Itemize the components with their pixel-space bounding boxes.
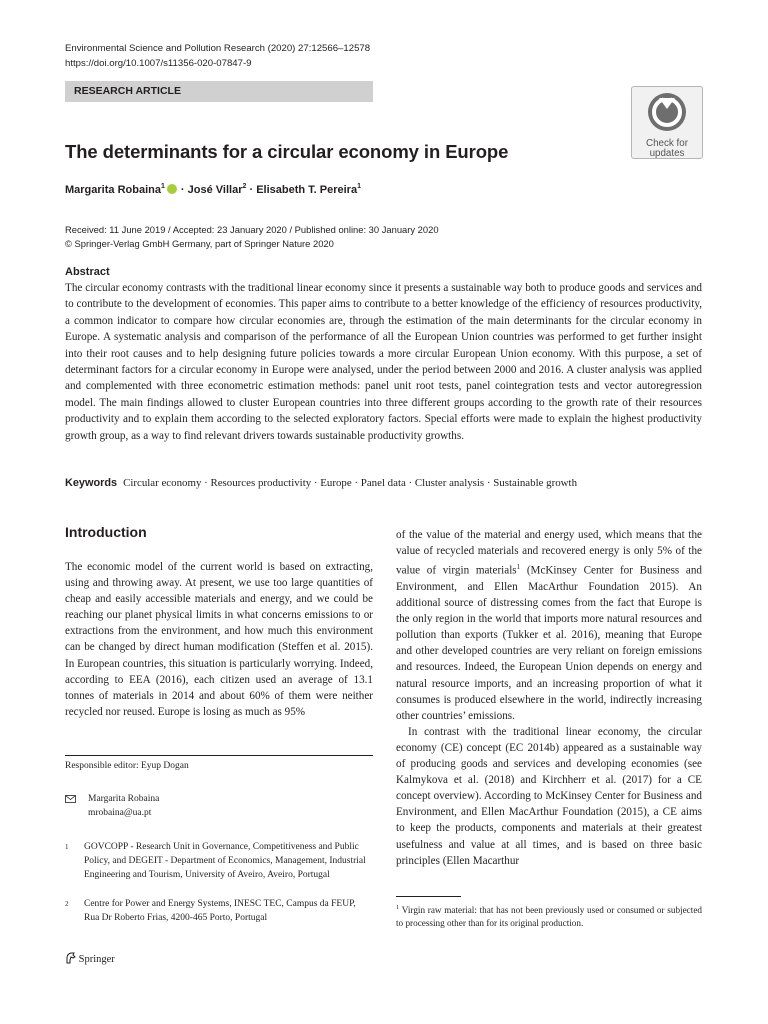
article-type-ribbon bbox=[65, 81, 373, 102]
text-run: ), a CE aims to keep the products, components and materials at their greatest usefulness and value at all times, and is based on three basic principles (Ellen Macarthur bbox=[396, 806, 702, 867]
affiliation-number: 2 bbox=[65, 900, 69, 908]
corresponding-author bbox=[65, 792, 159, 820]
front-matter-divider bbox=[65, 755, 373, 756]
citation-link[interactable]: 2015 bbox=[649, 581, 672, 593]
text-run: ) for a CE concept overview). According to McKinsey Center for Business and Environment, and Ellen MacArthur Foundation ( bbox=[396, 774, 702, 819]
article-type-label: RESEARCH ARTICLE bbox=[74, 85, 181, 97]
footnote-text: Virgin raw material: that has not been previously used or consumed or subjected to processing other than for its original production. bbox=[396, 905, 702, 928]
corresponding-author-name: Margarita Robaina bbox=[88, 794, 160, 804]
footnote-marker[interactable]: 1 bbox=[516, 563, 521, 572]
dates-line: Received: 11 June 2019 / Accepted: 23 January 2020 / Published online: 30 January 2020 bbox=[65, 224, 439, 235]
check-updates-line1: Check for bbox=[646, 138, 688, 149]
abstract-text: The circular economy contrasts with the traditional linear economy since it presents a sustainable way both to produce goods and services and to contribute to the development of economies. This paper aims to contribute to a better knowledge of the efficiency of resources productivity, a common indicator to compare how circular economies are, through the estimation of the main determinants for the circular economy in Europe. A systematic analysis and comparison of the performance of all the European Union countries was performed to get further insight into their root causes and to help designing future policies towards a more circular European Union economy. With this purpose, a set of determinant factors for a circular economy in Europe were analysed, under the period between 2000 and 2016. A cluster analysis was applied and complemented with three econometric estimation methods: panel unit root tests, panel cointegration tests and vector autoregression model. The main findings allowed to cluster European countries into three different groups according to the growth rate of their resources productivity and to explain them according to the selected exploratory factors. Special efforts were made to explain the highest productivity growth group, as a way to find relevant drivers towards sustainable productivity growths. bbox=[65, 282, 702, 442]
author-name[interactable]: José Villar bbox=[187, 184, 243, 196]
abstract-heading: Abstract bbox=[65, 266, 110, 278]
footnote-number: 1 bbox=[396, 904, 400, 911]
citation-link[interactable]: 2016 bbox=[571, 629, 594, 642]
springer-horse-icon bbox=[65, 952, 76, 964]
publisher-name: Springer bbox=[78, 954, 115, 965]
text-run: ). An additional source of distressing comes from the fact that Europe is the only region in the world that imports more natural resources and pollution than exports (Tukker et al. bbox=[396, 581, 703, 642]
corresponding-author-email[interactable]: mrobaina@ua.pt bbox=[88, 808, 152, 818]
citation-link[interactable]: 2015 bbox=[620, 806, 644, 819]
citation-link[interactable]: 2018 bbox=[488, 774, 511, 787]
footnote bbox=[396, 902, 702, 929]
footnote-divider bbox=[396, 896, 461, 897]
text-run: ), each citizen used an average of 13.1 tonnes of materials in 2014 and about 60% of them were neither recycled nor reused. Europe is losing as much as 95% bbox=[65, 673, 373, 718]
affiliation-text: Centre for Power and Energy Systems, INESC TEC, Campus da FEUP, Rua Dr Roberto Frias, 4200-465 Porto, Portugal bbox=[84, 899, 356, 923]
keywords bbox=[65, 477, 577, 489]
text-run: The economic model of the current world is based on extracting, using and throwing away. At present, we use too large quantities of cheap and easily accessible materials and energy, and we could be reaching our planet physical limits in what concerns emissions to or extractions from the environment, and how much this environment can be changed by direct human modification (Steffen et al. bbox=[65, 561, 373, 654]
citation-link[interactable]: 2014b bbox=[527, 741, 556, 754]
author-name[interactable]: Margarita Robaina bbox=[65, 184, 161, 196]
copyright-text: Springer-Verlag GmbH Germany, part of Springer Nature 2020 bbox=[74, 238, 334, 249]
copyright-icon: © bbox=[65, 238, 75, 249]
text-run: of the value of the material and energy used, which means that the value of recycled materials and recovered energy is only 5% of the value of virgin materials bbox=[396, 529, 702, 577]
check-for-updates-badge[interactable] bbox=[631, 86, 703, 159]
keywords-list: Circular economy · Resources productivity · Europe · Panel data · Cluster analysis · Sustainable growth bbox=[123, 477, 578, 489]
keywords-label: Keywords bbox=[65, 477, 118, 489]
check-updates-icon bbox=[645, 90, 689, 134]
envelope-icon bbox=[65, 795, 76, 803]
journal-citation: Environmental Science and Pollution Research (2020) 27:12566–12578 bbox=[65, 43, 371, 54]
text-run: ), meaning that Europe and other developed countries are very reliant on foreign emissions and resources. Indeed, the European Union depends on energy and natural resource imports, and an increasing proportion of what it consumes is produced elsewhere in the world, indirectly increasing other countries’ emissions. bbox=[396, 629, 702, 722]
orcid-icon[interactable] bbox=[167, 184, 177, 194]
publisher-logo bbox=[65, 952, 115, 965]
paragraph bbox=[396, 724, 702, 869]
text-run: ) appeared as a sustainable way of producing goods and services and developing economies (see Kalmykova et al. ( bbox=[396, 741, 702, 787]
citation-link[interactable]: 2016 bbox=[159, 673, 182, 686]
text-run: In contrast with the traditional linear economy, the circular economy (CE) concept (EC bbox=[396, 725, 702, 754]
responsible-editor: Responsible editor: Eyup Dogan bbox=[65, 761, 189, 771]
copyright-line bbox=[65, 237, 439, 251]
affiliation-number: 1 bbox=[65, 843, 69, 851]
citation-link[interactable]: 2017 bbox=[626, 774, 649, 787]
body-column-left bbox=[65, 559, 373, 720]
doi-link[interactable]: https://doi.org/10.1007/s11356-020-07847-9 bbox=[65, 58, 252, 69]
text-run: ) and Kirchherr et al. ( bbox=[510, 774, 626, 787]
paragraph bbox=[396, 527, 702, 724]
affiliation-text: GOVCOPP - Research Unit in Governance, Competitiveness and Public Policy, and DEGEIT - Department of Economics, Management, Industrial Engineering and Tourism, University of Aveiro, Aveiro, Portugal bbox=[84, 842, 366, 880]
author-affiliation-mark: 2 bbox=[242, 183, 247, 190]
author-list: Margarita Robaina$^1$ · José Villar$^2$ · Elisabeth T. Pereira$^1$ bbox=[65, 183, 361, 196]
author-name[interactable]: Elisabeth T. Pereira bbox=[256, 184, 358, 196]
affiliation bbox=[65, 840, 370, 882]
check-updates-line2: updates bbox=[649, 148, 685, 159]
paragraph bbox=[65, 559, 373, 720]
article-title: The determinants for a circular economy in Europe bbox=[65, 141, 509, 162]
body-column-right bbox=[396, 527, 702, 869]
text-run: ). In European countries, this situation is particularly worrying. Indeed, according to EEA ( bbox=[65, 641, 373, 686]
publication-history bbox=[65, 223, 439, 251]
author-affiliation-mark: 1 bbox=[160, 183, 165, 190]
introduction-heading: Introduction bbox=[65, 524, 147, 540]
text-run: (McKinsey Center for Business and Environment, and Ellen MacArthur Foundation bbox=[396, 564, 702, 593]
citation-link[interactable]: 2015 bbox=[344, 641, 367, 654]
author-affiliation-mark: 1 bbox=[357, 183, 361, 190]
journal-header bbox=[65, 41, 370, 71]
affiliation bbox=[65, 897, 370, 925]
